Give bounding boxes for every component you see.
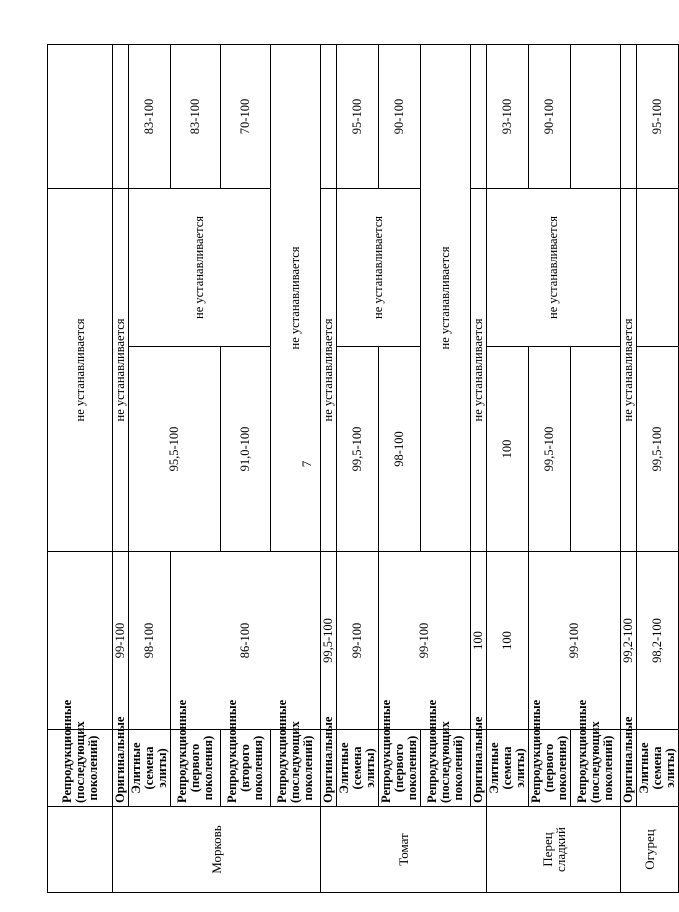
table-row bbox=[48, 44, 113, 892]
value-cell: 83-100 bbox=[129, 44, 171, 188]
table-cell bbox=[48, 44, 113, 188]
crop-cell-pepper: Перец сладкий bbox=[487, 807, 621, 893]
value-cell: не устанавливается bbox=[113, 188, 129, 551]
table-cell bbox=[571, 44, 621, 188]
value-cell: не устанавливается bbox=[421, 44, 471, 551]
table-row bbox=[321, 44, 337, 892]
table-cell bbox=[321, 44, 337, 188]
value-cell: 98,2-100 bbox=[637, 552, 679, 730]
page-number: 7 bbox=[299, 460, 314, 468]
crop-cell-cucumber: Огурец bbox=[621, 807, 679, 893]
crop-cell-carrot: Морковь bbox=[113, 807, 321, 893]
table-row bbox=[221, 44, 271, 892]
table-row bbox=[621, 44, 637, 892]
category-cell: Оригинальные bbox=[113, 730, 129, 807]
table-row bbox=[421, 44, 471, 892]
value-cell: не устанавливается bbox=[129, 188, 271, 346]
category-cell: Оригинальные bbox=[471, 730, 487, 807]
value-cell: 99,5-100 bbox=[321, 552, 337, 730]
category-cell: Оригинальные bbox=[321, 730, 337, 807]
crop-cell-tomato: Томат bbox=[321, 807, 487, 893]
value-cell: 99,5-100 bbox=[337, 347, 379, 552]
category-cell: Элитные (семена элиты) bbox=[337, 730, 379, 807]
table-cell bbox=[637, 188, 679, 346]
value-cell: 95-100 bbox=[637, 44, 679, 188]
category-cell: Репродукционные (последующих поколений) bbox=[571, 730, 621, 807]
table-row bbox=[271, 44, 321, 892]
value-cell: не устанавливается bbox=[321, 188, 337, 551]
category-cell: Элитные (семена элиты) bbox=[129, 730, 171, 807]
table-cell bbox=[621, 44, 637, 188]
value-cell: 100 bbox=[487, 552, 529, 730]
value-cell: не устанавливается bbox=[48, 188, 113, 551]
table-row bbox=[637, 44, 679, 892]
value-cell: 93-100 bbox=[487, 44, 529, 188]
table-cell bbox=[48, 807, 113, 893]
category-cell: Репродукционные (первого поколения) bbox=[171, 730, 221, 807]
category-cell: Репродукционные (последующих поколений) bbox=[421, 730, 471, 807]
table-row bbox=[487, 44, 529, 892]
category-cell: Репродукционные (последующих поколений) bbox=[271, 730, 321, 807]
value-cell: 90-100 bbox=[529, 44, 571, 188]
category-cell: Элитные (семена элиты) bbox=[487, 730, 529, 807]
value-cell: 90-100 bbox=[379, 44, 421, 188]
table-cell bbox=[113, 44, 129, 188]
category-cell: Репродукционные (первого поколения) bbox=[379, 730, 421, 807]
table-cell bbox=[48, 552, 113, 730]
category-cell: Репродукционные (последующих поколений) bbox=[48, 730, 113, 807]
category-cell: Оригинальные bbox=[621, 730, 637, 807]
table-row bbox=[129, 44, 171, 892]
value-cell: 83-100 bbox=[171, 44, 221, 188]
table-row bbox=[379, 44, 421, 892]
value-cell: 98-100 bbox=[129, 552, 171, 730]
value-cell: 99,5-100 bbox=[529, 347, 571, 552]
value-cell: 91,0-100 bbox=[221, 347, 271, 552]
table-cell bbox=[571, 347, 621, 552]
seed-quality-table bbox=[47, 44, 679, 893]
value-cell: 100 bbox=[471, 552, 487, 730]
category-cell: Репродукционные (первого поколения) bbox=[529, 730, 571, 807]
category-cell: Элитные (семена элиты) bbox=[637, 730, 679, 807]
value-cell: 99-100 bbox=[113, 552, 129, 730]
table-row bbox=[113, 44, 129, 892]
value-cell: 99-100 bbox=[529, 552, 621, 730]
value-cell: 70-100 bbox=[221, 44, 271, 188]
value-cell: 99,5-100 bbox=[637, 347, 679, 552]
table-cell bbox=[471, 44, 487, 188]
value-cell: 99-100 bbox=[337, 552, 379, 730]
value-cell: 86-100 bbox=[171, 552, 321, 730]
value-cell: 100 bbox=[487, 347, 529, 552]
value-cell: 99,2-100 bbox=[621, 552, 637, 730]
value-cell: не устанавливается bbox=[337, 188, 421, 346]
value-cell: не устанавливается bbox=[471, 188, 487, 551]
table-row bbox=[571, 44, 621, 892]
value-cell: 98-100 bbox=[379, 347, 421, 552]
value-cell: не устанавливается bbox=[487, 188, 621, 346]
value-cell: 95-100 bbox=[337, 44, 379, 188]
table-row bbox=[337, 44, 379, 892]
table-row bbox=[529, 44, 571, 892]
value-cell: 99-100 bbox=[379, 552, 471, 730]
rotated-table-container bbox=[47, 45, 677, 893]
table-row bbox=[471, 44, 487, 892]
value-cell: 95,5-100 bbox=[129, 347, 221, 552]
value-cell: не устанавливается bbox=[621, 188, 637, 551]
category-cell: Репродукционные (второго поколения) bbox=[221, 730, 271, 807]
value-cell: не устанавливается bbox=[271, 44, 321, 551]
